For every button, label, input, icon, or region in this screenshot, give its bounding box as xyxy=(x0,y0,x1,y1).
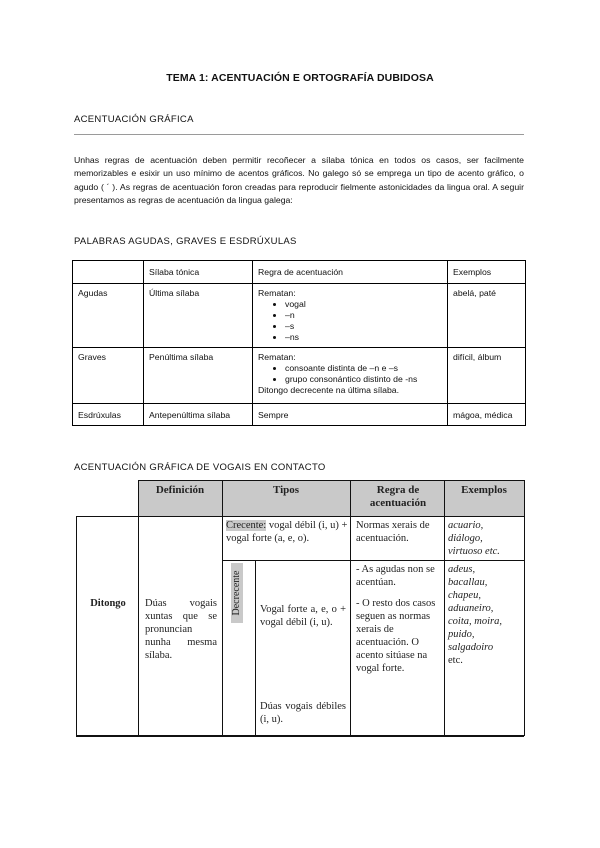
example-item: aduaneiro, xyxy=(448,603,494,614)
table-line xyxy=(76,516,77,736)
intro-paragraph: Unhas regras de acentuación deben permitir recoñecer a sílaba tónica en todos os casos, ser facilmente memorizables e esixir un uso mínimo de acentos gráficos. No galego só se emprega un tipo de acento gráfico, o agudo ( ´ ). As regras de acentuación foron creadas para reproducir fielmente astonicidades da lingua oral. A seguir presentamos as regras de acentuación da lingua galega: xyxy=(74,155,524,205)
list-item: • –n xyxy=(285,310,442,321)
page-title: TEMA 1: ACENTUACIÓN E ORTOGRAFÍA DUBIDOSA xyxy=(166,72,434,84)
rule-cell xyxy=(253,284,448,348)
table-row-agudas xyxy=(73,284,526,348)
rule-cell: Sempre xyxy=(253,404,448,426)
table-line xyxy=(138,480,524,481)
example-item: etc. xyxy=(448,655,463,666)
example-item: adeus, xyxy=(448,564,476,575)
table-line xyxy=(138,480,139,736)
syllable-cell: Penúltima sílaba xyxy=(144,348,253,404)
crecente-description xyxy=(226,519,348,545)
table-line xyxy=(76,735,524,737)
crecente-examples xyxy=(448,519,522,558)
table-line xyxy=(350,480,351,736)
section-heading-vogais-contacto: ACENTUACIÓN GRÁFICA DE VOGAIS EN CONTACTO xyxy=(74,462,326,473)
examples-cell: difícil, álbum xyxy=(448,348,526,404)
table-line xyxy=(222,480,223,736)
row-label: Agudas xyxy=(73,284,144,348)
decrecente-rule-2: - O resto dos casos seguen as normas xerais de acentuación. O acento sitúase na vogal forte. xyxy=(356,598,436,674)
row-label: Esdrúxulas xyxy=(73,404,144,426)
ditongo-definition: Dúas vogais xuntas que se pronuncian nunha mesma sílaba. xyxy=(145,598,217,661)
header-exemplos: Exemplos xyxy=(461,484,507,496)
decrecente-rule-1: - As agudas non se acentúan. xyxy=(356,564,435,588)
table-line xyxy=(255,560,256,736)
header-tipos: Tipos xyxy=(272,484,300,496)
example-item: coita, moira, xyxy=(448,616,502,627)
crecente-text: vogal débil (i, u) + vogal forte (a, e, o). xyxy=(226,520,348,544)
table-line xyxy=(444,480,445,736)
decrecente-debiles: Dúas vogais débiles (i, u). xyxy=(260,701,346,725)
list-item: • vogal xyxy=(285,299,442,310)
example-item: bacallau, xyxy=(448,577,488,588)
example-item: acuario, xyxy=(448,520,484,531)
examples-cell: abelá, paté xyxy=(448,284,526,348)
table-header-cell xyxy=(73,261,144,284)
table-row-graves xyxy=(73,348,526,404)
section-heading-agudas-graves: PALABRAS AGUDAS, GRAVES E ESDRÚXULAS xyxy=(74,236,297,247)
list-item: • –ns xyxy=(285,332,442,343)
row-label: Graves xyxy=(73,348,144,404)
example-item: diálogo, xyxy=(448,533,483,544)
rule-intro: Rematan: xyxy=(258,288,296,298)
syllable-cell: Antepenúltima sílaba xyxy=(144,404,253,426)
table-header-cell: Regra de acentuación xyxy=(253,261,448,284)
list-item: • consoante distinta de –n e –s xyxy=(285,363,442,374)
example-item: chapeu, xyxy=(448,590,481,601)
examples-cell: mágoa, médica xyxy=(448,404,526,426)
table-line xyxy=(524,480,525,736)
rule-extra: Ditongo decrecente na última sílaba. xyxy=(258,385,400,395)
example-item: puido, xyxy=(448,629,475,640)
decrecente-forte-debil: Vogal forte a, e, o + vogal débil (i, u). xyxy=(260,604,346,628)
rule-intro: Rematan: xyxy=(258,352,296,362)
list-item: • grupo consonántico distinto de -ns xyxy=(285,374,442,385)
example-item: salgadoiro xyxy=(448,642,494,653)
header-regra: Regra de acentuación xyxy=(369,484,427,509)
crecente-rule: Normas xerais de acentuación. xyxy=(356,520,430,544)
table-header-cell: Sílaba tónica xyxy=(144,261,253,284)
decrecente-examples xyxy=(448,563,522,667)
table-line xyxy=(76,516,524,517)
ditongo-label: Ditongo xyxy=(90,598,126,609)
rule-list xyxy=(258,363,442,385)
table-header-row xyxy=(73,261,526,284)
list-item: • –s xyxy=(285,321,442,332)
syllable-cell: Última sílaba xyxy=(144,284,253,348)
table-row-esdruxulas xyxy=(73,404,526,426)
decrecente-label: Decrecente xyxy=(231,570,242,616)
accent-rules-table xyxy=(72,260,526,426)
header-definicion: Definición xyxy=(155,484,205,496)
example-item: virtuoso etc. xyxy=(448,546,500,557)
crecente-label: Crecente: xyxy=(226,520,267,531)
rule-list xyxy=(258,299,442,343)
rule-cell xyxy=(253,348,448,404)
table-line xyxy=(222,560,524,561)
section-heading-acentuacion: ACENTUACIÓN GRÁFICA xyxy=(74,114,194,125)
divider xyxy=(74,134,524,135)
table-header-cell: Exemplos xyxy=(448,261,526,284)
